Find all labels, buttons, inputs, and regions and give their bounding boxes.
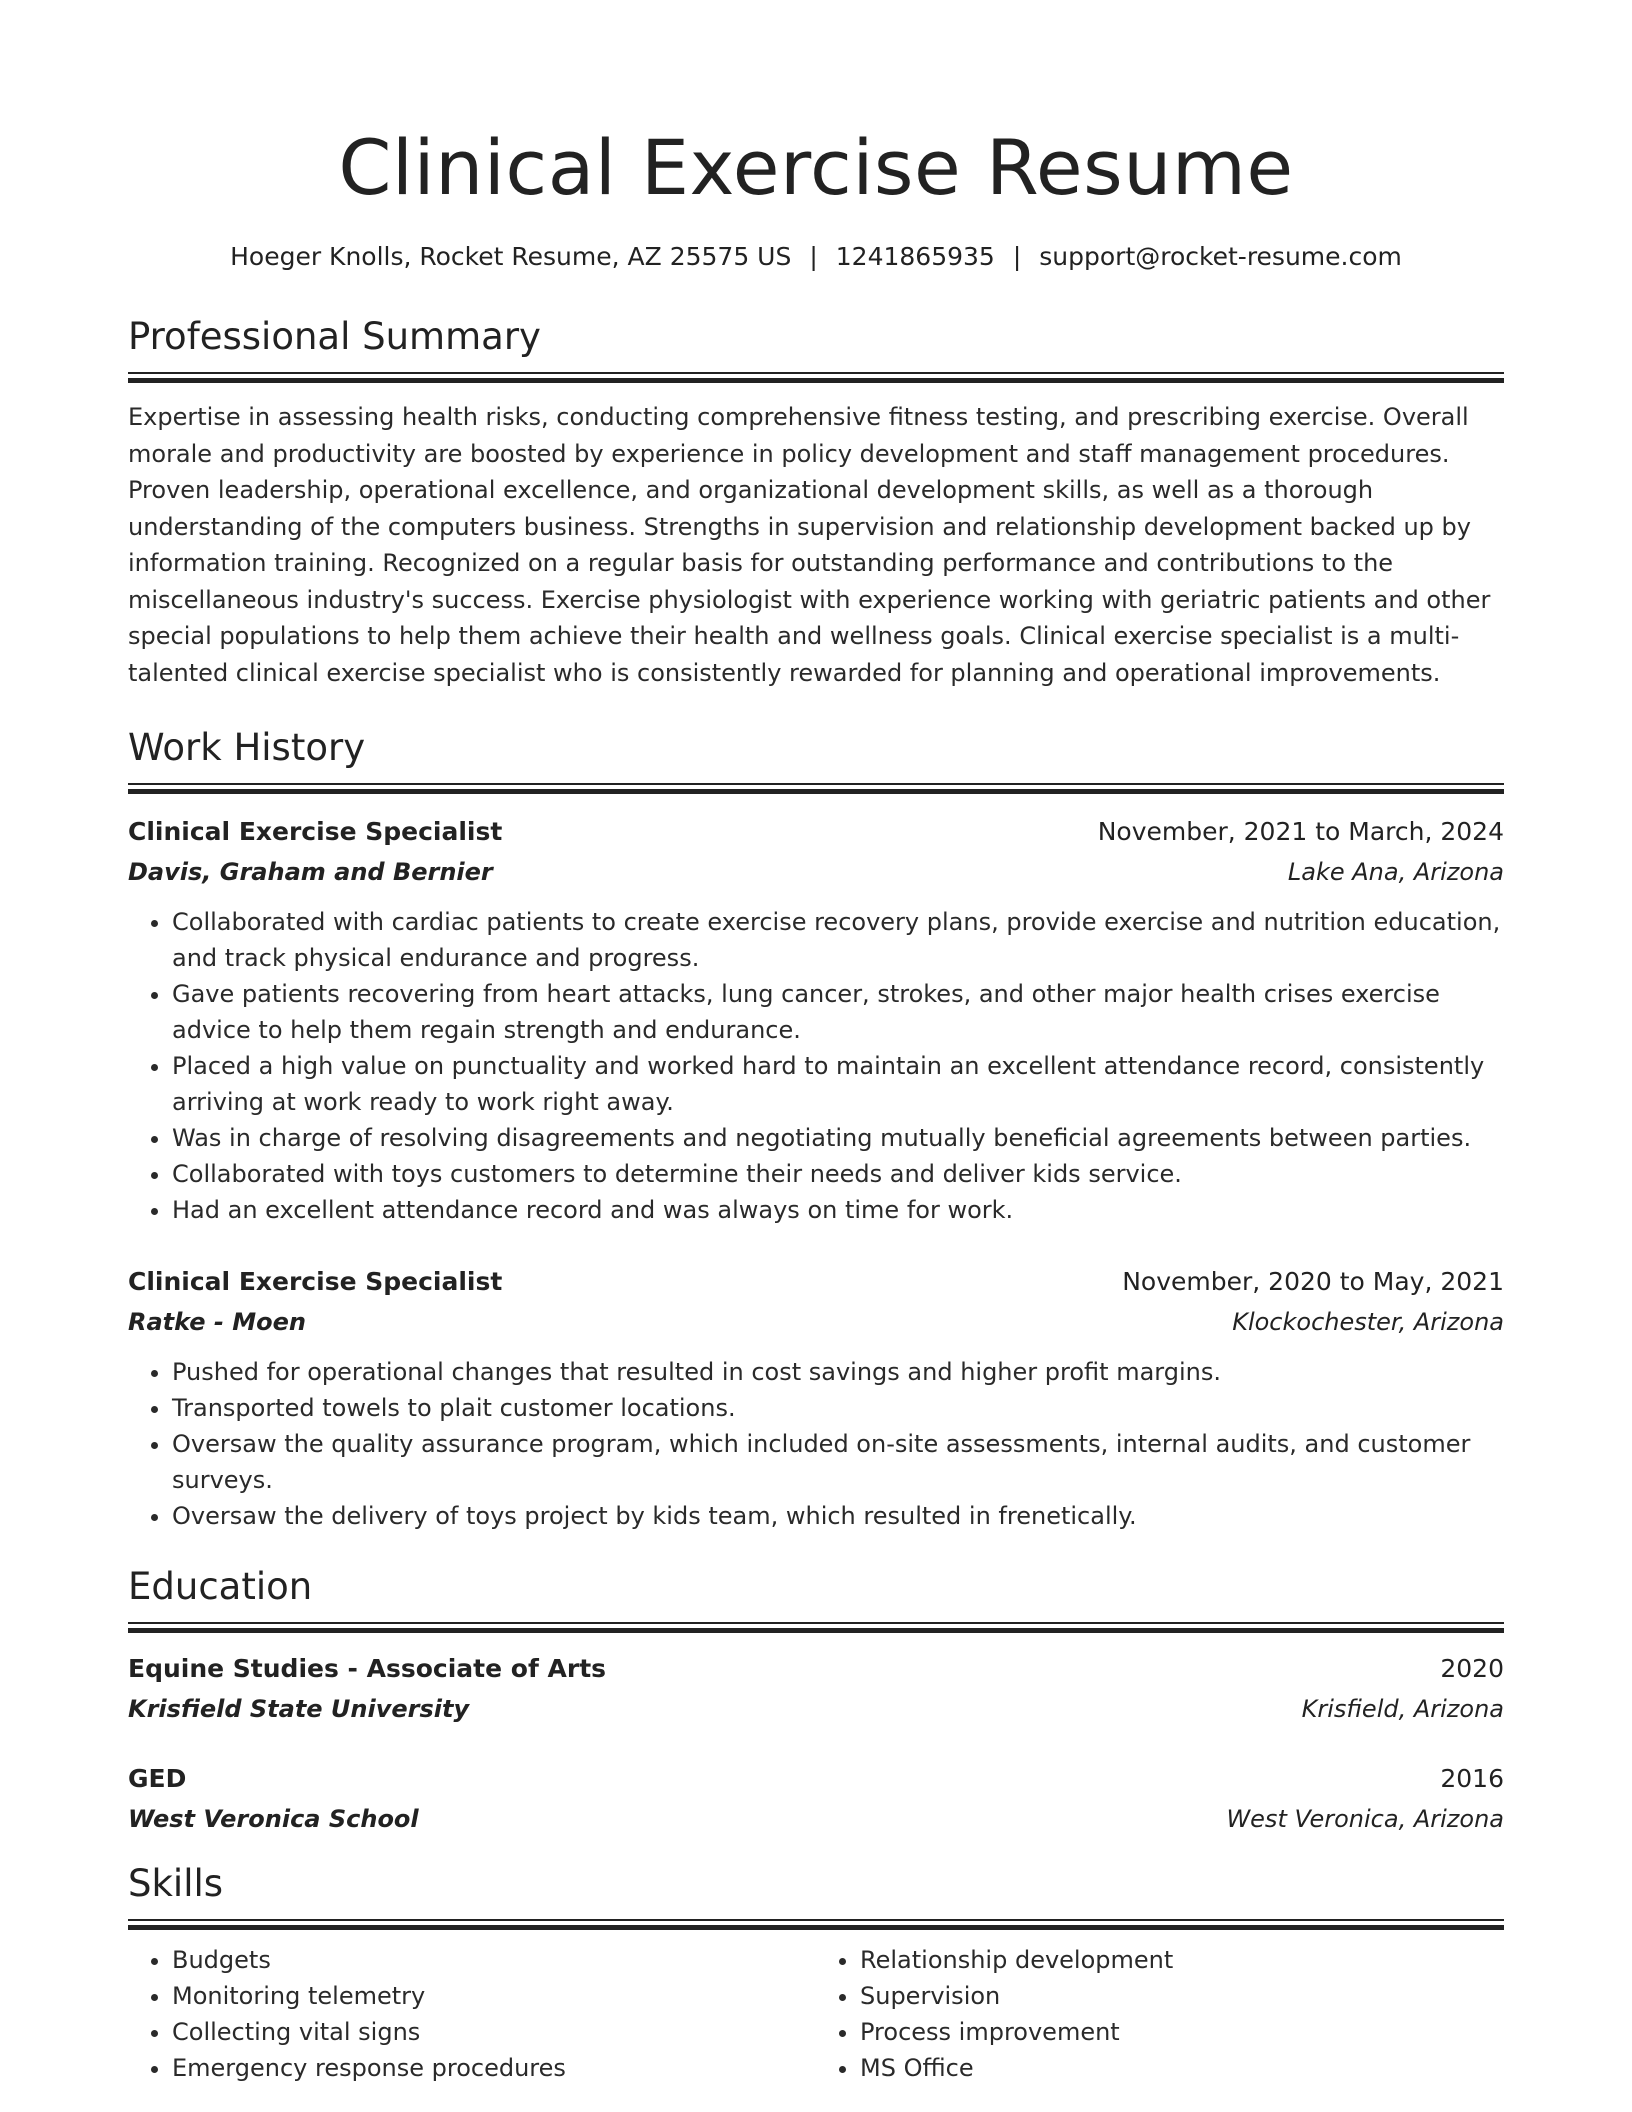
section-divider xyxy=(128,372,1504,383)
graduation-year: 2020 xyxy=(1440,1654,1504,1683)
list-item: • Oversaw the delivery of toys project by kids team, which resulted in frenetically. xyxy=(172,1498,1504,1534)
job-bullets xyxy=(128,904,1504,1228)
company-name: Davis, Graham and Bernier xyxy=(128,858,493,886)
degree-name: Equine Studies - Associate of Arts xyxy=(128,1654,607,1683)
list-item: • Placed a high value on punctuality and worked hard to maintain an excellent attendance record, consistently arriving at work ready to work right away. xyxy=(172,1048,1504,1120)
company-name: Ratke - Moen xyxy=(128,1308,306,1336)
school-name: Krisfield State University xyxy=(128,1695,470,1723)
section-divider xyxy=(128,783,1504,794)
list-item: • Supervision xyxy=(860,1978,1504,2014)
contact-email[interactable]: support@rocket-resume.com xyxy=(1039,242,1402,271)
job-title: Clinical Exercise Specialist xyxy=(128,1267,503,1296)
section-heading: Professional Summary xyxy=(128,315,541,358)
skills-columns xyxy=(128,1942,1504,2086)
job-entry xyxy=(128,1262,1504,1534)
skills-list-right xyxy=(816,1942,1504,2086)
contact-separator: | xyxy=(809,242,818,271)
list-item: • Collaborated with cardiac patients to create exercise recovery plans, provide exercise and nutrition education, and track physical endurance and progress. xyxy=(172,904,1504,976)
section-heading: Education xyxy=(128,1565,313,1608)
education-entry xyxy=(128,1759,1504,1839)
list-item: • Gave patients recovering from heart attacks, lung cancer, strokes, and other major health crises exercise advice to help them regain strength and endurance. xyxy=(172,976,1504,1048)
school-name: West Veronica School xyxy=(128,1805,419,1833)
contact-line xyxy=(128,240,1504,274)
job-bullets xyxy=(128,1354,1504,1534)
graduation-year: 2016 xyxy=(1440,1764,1504,1793)
list-item: • Collecting vital signs xyxy=(172,2014,816,2050)
job-dates: November, 2020 to May, 2021 xyxy=(1122,1267,1504,1296)
section-heading: Skills xyxy=(128,1862,224,1905)
school-location: Krisfield, Arizona xyxy=(1301,1695,1504,1723)
list-item: • Collaborated with toys customers to determine their needs and deliver kids service. xyxy=(172,1156,1504,1192)
list-item: • Oversaw the quality assurance program, which included on-site assessments, internal audits, and customer surveys. xyxy=(172,1426,1504,1498)
list-item: • MS Office xyxy=(860,2050,1504,2086)
job-dates: November, 2021 to March, 2024 xyxy=(1097,817,1504,846)
school-location: West Veronica, Arizona xyxy=(1226,1805,1504,1833)
job-entry xyxy=(128,812,1504,1228)
job-location: Lake Ana, Arizona xyxy=(1287,858,1504,886)
job-location: Klockochester, Arizona xyxy=(1232,1308,1504,1336)
list-item: • Pushed for operational changes that resulted in cost savings and higher profit margins. xyxy=(172,1354,1504,1390)
section-heading: Work History xyxy=(128,726,366,769)
list-item: • Transported towels to plait customer locations. xyxy=(172,1390,1504,1426)
list-item: • Monitoring telemetry xyxy=(172,1978,816,2014)
contact-address: Hoeger Knolls, Rocket Resume, AZ 25575 US xyxy=(230,242,792,271)
education-section xyxy=(128,1564,1504,1839)
degree-name: GED xyxy=(128,1764,187,1793)
section-divider xyxy=(128,1919,1504,1930)
contact-phone: 1241865935 xyxy=(835,242,995,271)
job-title: Clinical Exercise Specialist xyxy=(128,817,503,846)
list-item: • Emergency response procedures xyxy=(172,2050,816,2086)
summary-section xyxy=(128,314,1504,691)
summary-text: Expertise in assessing health risks, conducting comprehensive fitness testing, and prescribing exercise. Overall morale and productivity are boosted by experience in policy development and staff management procedures. Proven leadership, operational excellence, and organizational development skills, as well as a thorough understanding of the computers business. Strengths in supervision and relationship development backed up by information training. Recognized on a regular basis for outstanding performance and contributions to the miscellaneous industry's success. Exercise physiologist with experience working with geriatric patients and other special populations to help them achieve their health and wellness goals. Clinical exercise specialist is a multi-talented clinical exercise specialist who is consistently rewarded for planning and operational improvements. xyxy=(128,403,1491,687)
skills-section xyxy=(128,1861,1504,2086)
list-item: • Process improvement xyxy=(860,2014,1504,2050)
list-item: • Relationship development xyxy=(860,1942,1504,1978)
resume-title: Clinical Exercise Resume xyxy=(338,123,1294,212)
contact-separator: | xyxy=(1012,242,1022,271)
list-item: • Was in charge of resolving disagreements and negotiating mutually beneficial agreements between parties. xyxy=(172,1120,1504,1156)
education-entry xyxy=(128,1649,1504,1729)
list-item: • Budgets xyxy=(172,1942,816,1978)
list-item: • Had an excellent attendance record and was always on time for work. xyxy=(172,1192,1504,1228)
section-divider xyxy=(128,1622,1504,1633)
work-history-section xyxy=(128,725,1504,1534)
skills-list-left xyxy=(128,1942,816,2086)
